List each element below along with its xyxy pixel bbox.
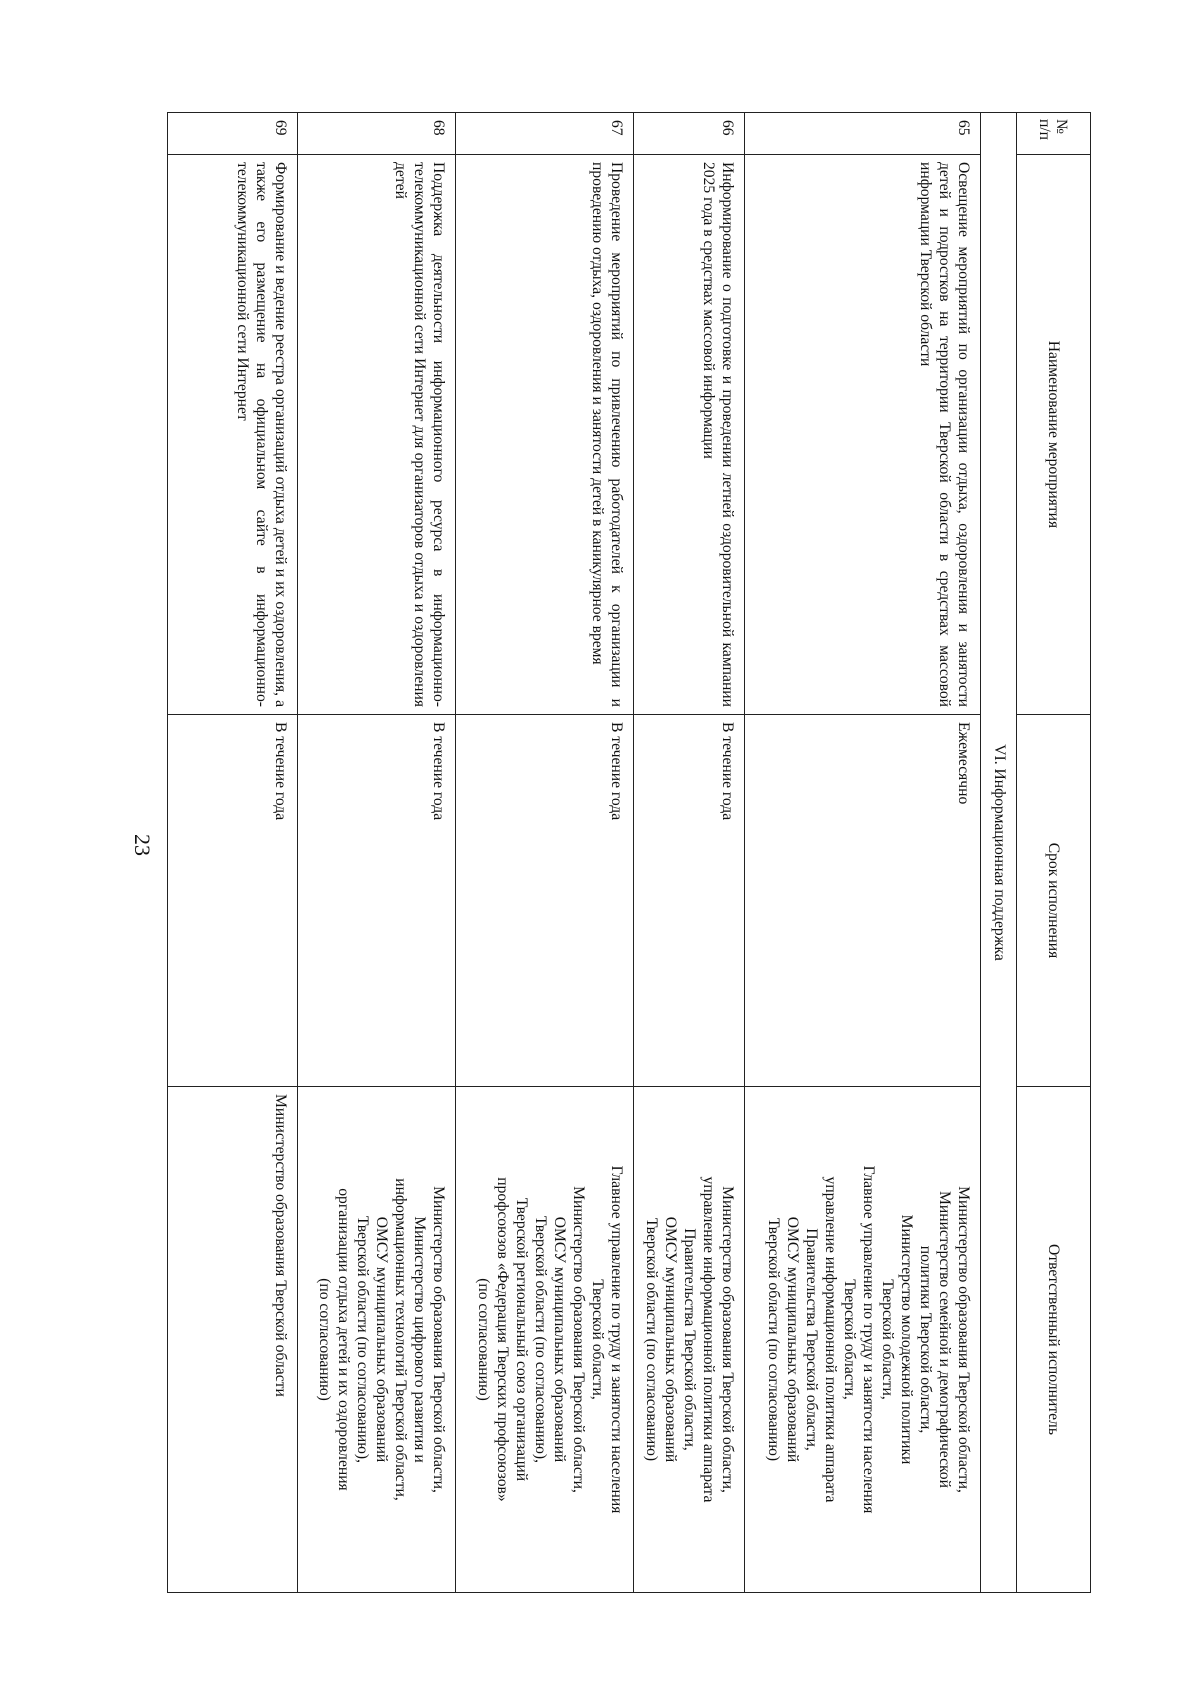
responsible-line: Министерство образования Тверской области, (719, 1186, 736, 1493)
row-number: 66 (634, 113, 745, 155)
row-number: 69 (168, 113, 298, 155)
row-responsible (634, 1087, 745, 1593)
row-activity-name: Формирование и ведение реестра организаций отдыха детей и их оздоровления, а также его размещение на официальном сайте в информационно-телекоммуникационной сети Интернет (168, 155, 298, 715)
table-row (298, 113, 456, 1593)
table-body (168, 113, 1017, 1593)
table-row (634, 113, 745, 1593)
row-number: 67 (456, 113, 634, 155)
responsible-line: профсоюзов «Федерация Тверских профсоюзов» (494, 1177, 511, 1502)
responsible-line: (по согласованию) (316, 1278, 333, 1401)
row-responsible (745, 1087, 981, 1593)
section-row (981, 113, 1017, 1593)
responsible-line: Тверской области (по согласованию), (354, 1216, 371, 1463)
responsible-line: управление информационной политики аппарата (700, 1176, 717, 1503)
header-num: № п/п (1017, 113, 1091, 155)
responsible-line: Тверской области (по согласованию), (532, 1216, 549, 1463)
responsible-line: ОМСУ муниципальных образований (373, 1216, 390, 1463)
row-responsible (456, 1087, 634, 1593)
responsible-line: (по согласованию) (475, 1278, 492, 1401)
responsible-line: Главное управление по труду и занятости населения (860, 1165, 877, 1514)
responsible-line: ОМСУ муниципальных образований (551, 1216, 568, 1463)
row-term: В течение года (298, 715, 456, 1087)
responsible-line: Тверской области (по согласованию) (643, 1217, 660, 1462)
row-responsible (168, 1087, 298, 1593)
page-number: 23 (130, 834, 155, 856)
responsible-line: информационных технологий Тверской области, (392, 1178, 409, 1501)
table-row (745, 113, 981, 1593)
responsible-line: Тверской региональный союз организаций (513, 1197, 530, 1482)
row-term: Ежемесячно (745, 715, 981, 1087)
activities-table (167, 112, 1091, 1593)
responsible-line: Министерство образования Тверской области, (955, 1186, 972, 1493)
responsible-line: Министерство молодежной политики (898, 1214, 915, 1465)
row-activity-name: Освещение мероприятий по организации отдыха, оздоровления и занятости детей и подростков на территории Тверской области в средствах массовой информации Тверской области (745, 155, 981, 715)
responsible-line: Министерство образования Тверской области (272, 1094, 289, 1397)
table-row (456, 113, 634, 1593)
row-term: В течение года (168, 715, 298, 1087)
responsible-line: Министерство семейной и демографической (936, 1191, 953, 1488)
responsible-line: Министерство цифрового развития и (411, 1216, 428, 1463)
row-number: 68 (298, 113, 456, 155)
section-title: VI. Информационная поддержка (981, 113, 1017, 1593)
responsible-line: Главное управление по труду и занятости населения (608, 1165, 625, 1514)
responsible-line: Правительства Тверской области, (803, 1228, 820, 1451)
responsible-line: ОМСУ муниципальных образований (662, 1216, 679, 1463)
responsible-line: организации отдыха детей и их оздоровления (335, 1188, 352, 1491)
responsible-line: Тверской области, (841, 1279, 858, 1400)
row-activity-name: Проведение мероприятий по привлечению работодателей к организации и проведению отдыха, оздоровления и занятости детей в каникулярное время (456, 155, 634, 715)
responsible-line: Министерство образования Тверской области, (430, 1186, 447, 1493)
table-row (168, 113, 298, 1593)
row-responsible (298, 1087, 456, 1593)
row-number: 65 (745, 113, 981, 155)
table-header-row (1017, 113, 1091, 1593)
row-activity-name: Информирование о подготовке и проведении летней оздоровительной кампании 2025 года в средствах массовой информации (634, 155, 745, 715)
responsible-line: управление информационной политики аппарата (822, 1176, 839, 1503)
responsible-line: Тверской области, (589, 1279, 606, 1400)
responsible-line: Правительства Тверской области, (681, 1228, 698, 1451)
responsible-line: политики Тверской области, (917, 1245, 934, 1434)
row-term: В течение года (634, 715, 745, 1087)
responsible-line: ОМСУ муниципальных образований (784, 1216, 801, 1463)
responsible-line: Тверской области (по согласованию) (765, 1217, 782, 1462)
header-responsible: Ответственный исполнитель (1017, 1087, 1091, 1593)
document-table-sheet (168, 112, 1091, 1592)
row-term: В течение года (456, 715, 634, 1087)
header-name: Наименование мероприятия (1017, 155, 1091, 715)
responsible-line: Министерство образования Тверской области, (570, 1186, 587, 1493)
responsible-line: Тверской области, (879, 1279, 896, 1400)
header-term: Срок исполнения (1017, 715, 1091, 1087)
row-activity-name: Поддержка деятельности информационного ресурса в информационно-телекоммуникационной сети Интернет для организаторов отдыха и оздоровления детей (298, 155, 456, 715)
